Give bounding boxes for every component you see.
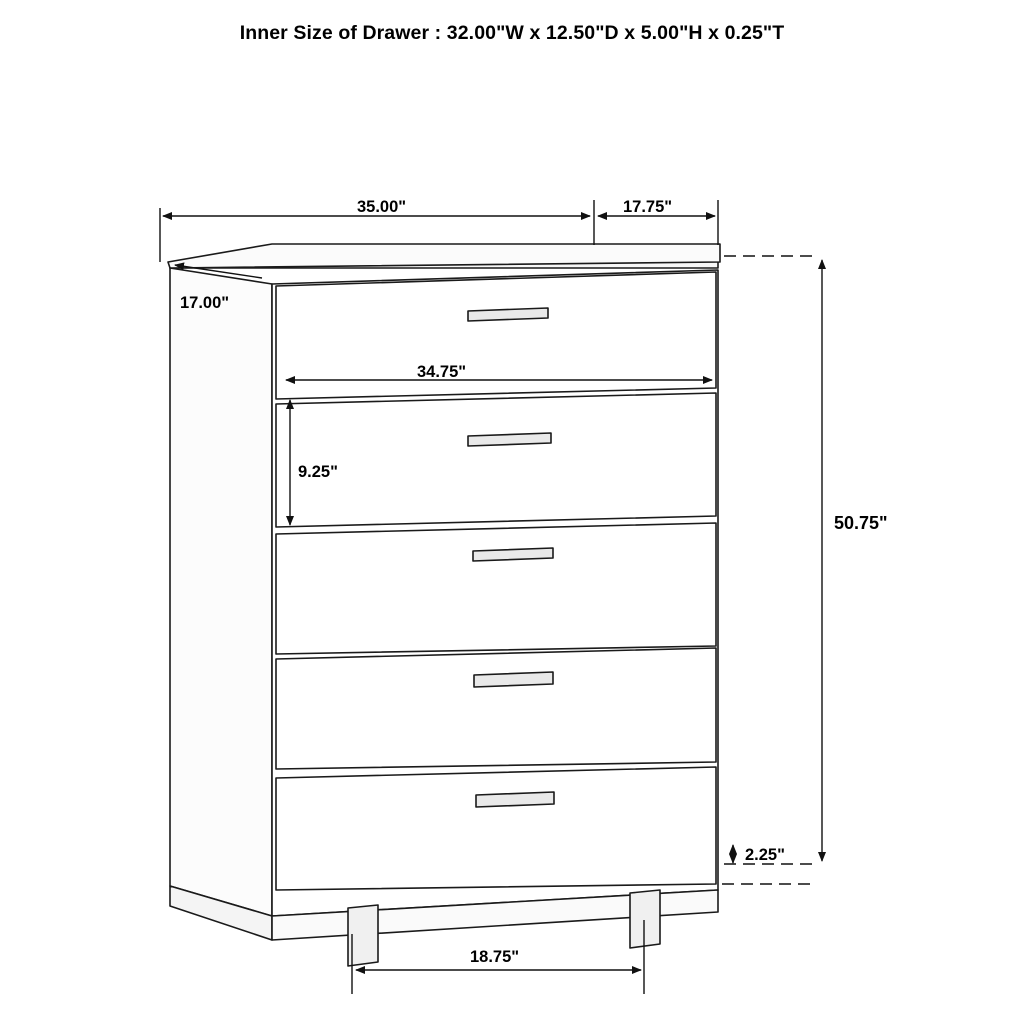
leg-right	[630, 890, 660, 948]
drawer-front-4	[276, 648, 716, 769]
label-base-height: 2.25"	[745, 846, 785, 864]
label-drawer-width: 34.75"	[417, 363, 467, 381]
label-leg-span: 18.75"	[470, 948, 520, 966]
label-side-depth: 17.00"	[180, 294, 230, 312]
drawer-handle-3	[473, 548, 553, 561]
label-drawer-height: 9.25"	[298, 463, 338, 481]
chest-body	[168, 244, 720, 966]
leader-base	[718, 862, 806, 890]
drawer-front-3	[276, 523, 716, 654]
drawer-handle-1	[468, 308, 548, 321]
page-title: Inner Size of Drawer : 32.00"W x 12.50"D x 5.00"H x 0.25"T	[239, 22, 785, 44]
label-overall-height: 50.75"	[834, 513, 888, 533]
drawer-front-2	[276, 393, 716, 527]
drawer-handle-4	[474, 672, 553, 687]
drawer-handle-5	[476, 792, 554, 807]
chest-left-side-panel	[170, 268, 272, 916]
drawer-front-5	[276, 767, 716, 890]
label-top-front-width: 35.00"	[357, 198, 407, 216]
label-top-side-width: 17.75"	[623, 198, 673, 216]
drawer-handle-2	[468, 433, 551, 446]
